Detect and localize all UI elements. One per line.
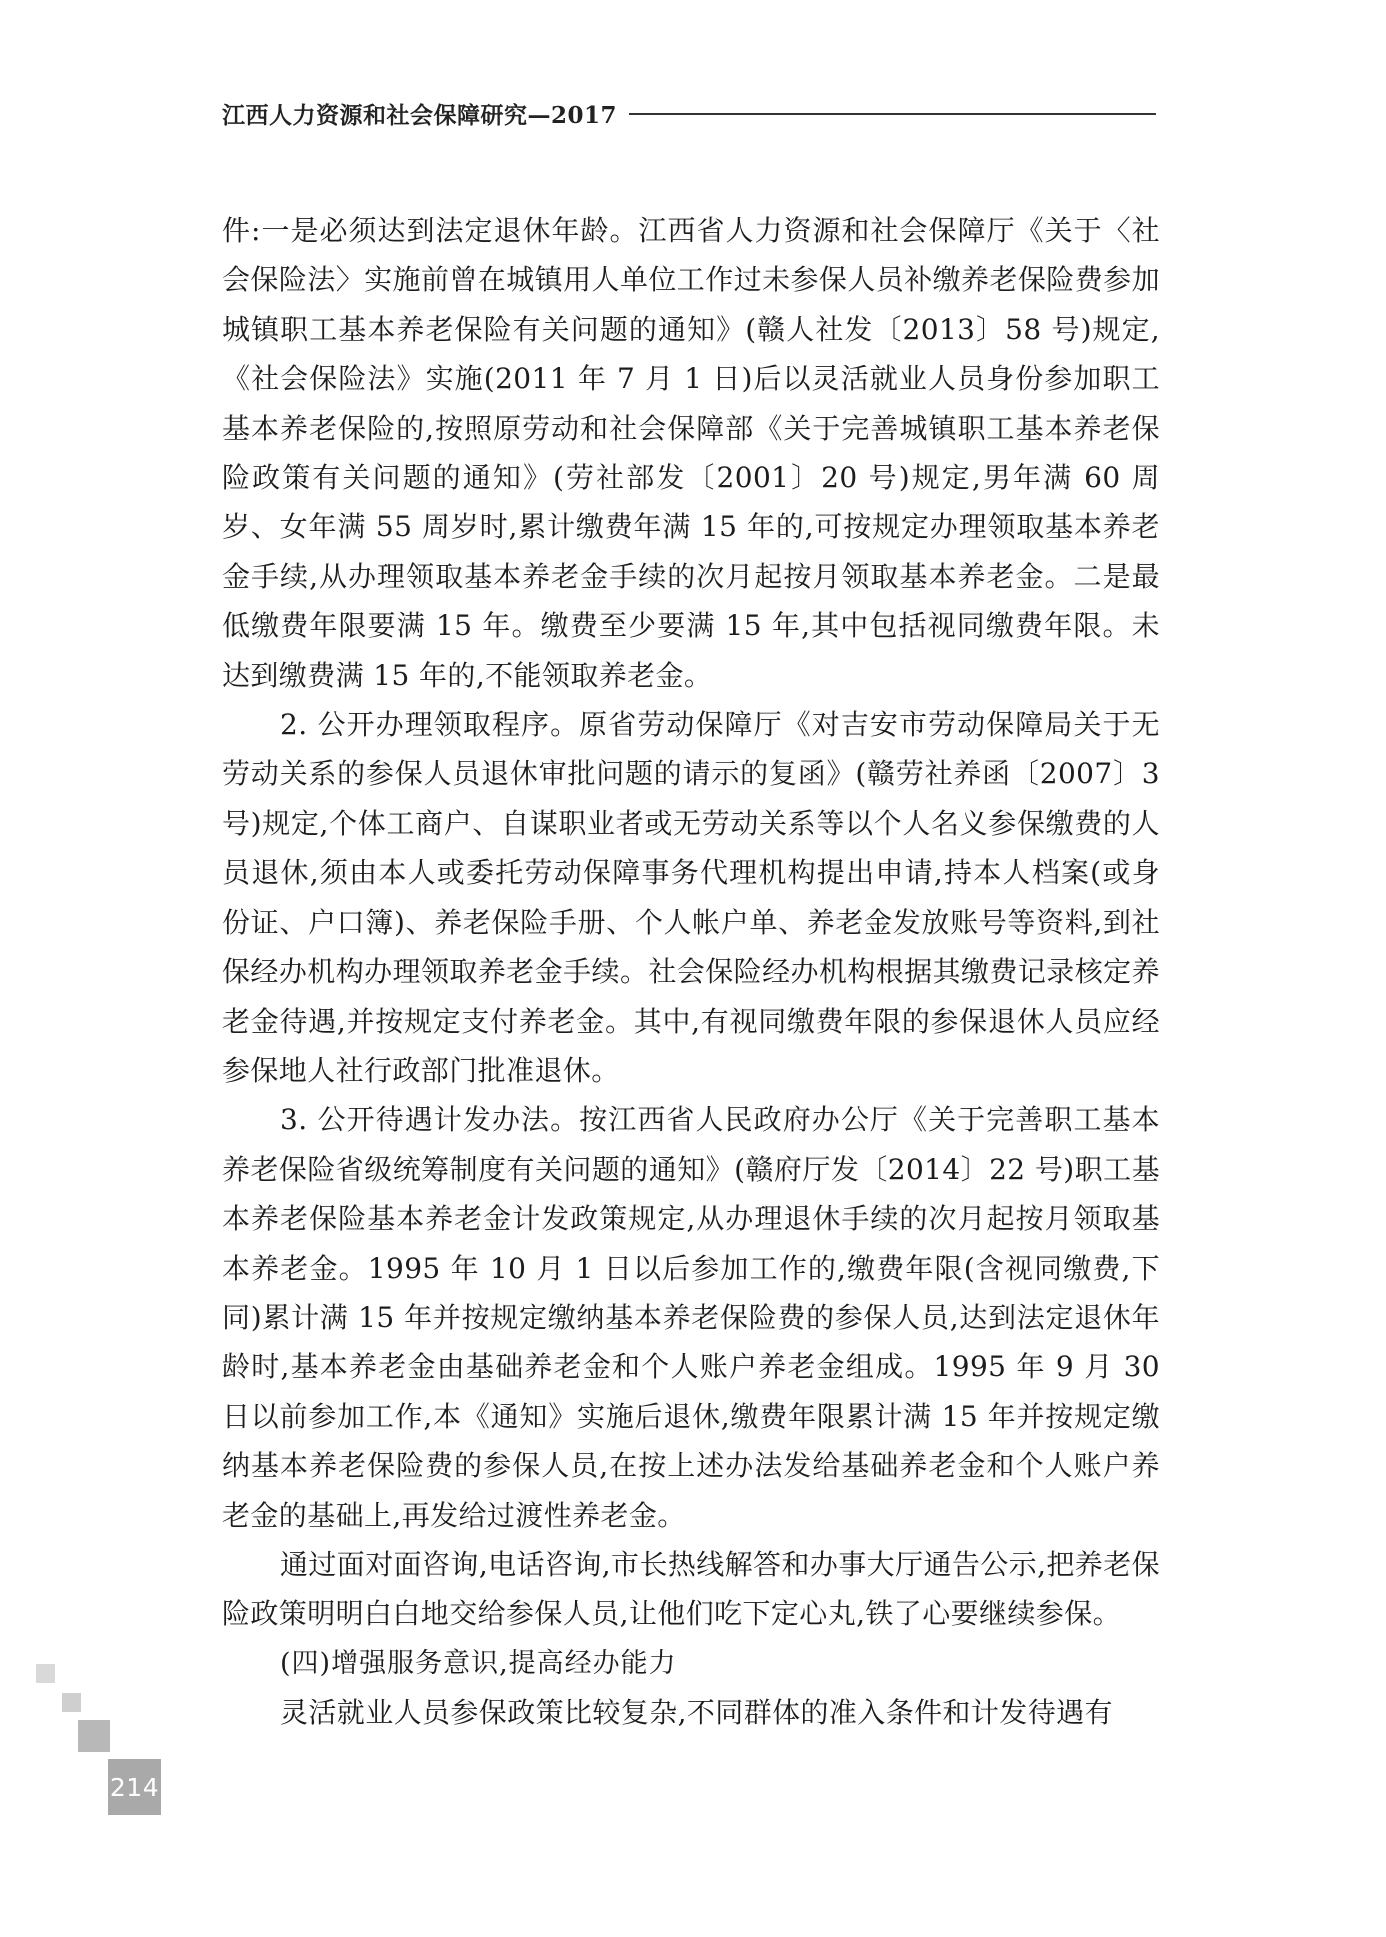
running-header [222,96,1156,130]
page-number: 214 [109,1772,160,1802]
decorative-square [62,1693,81,1712]
page-body [222,206,1160,1738]
paragraph-5: 灵活就业人员参保政策比较复杂,不同群体的准入条件和计发待遇有 [280,1696,1113,1730]
page-number-box [108,1759,161,1815]
section-heading: (四)增强服务意识,提高经办能力 [280,1647,677,1679]
header-rule [629,113,1156,115]
paragraph-4: 通过面对面咨询,电话咨询,市长热线解答和办事大厅通告公示,把养老保险政策明明白白地交给参保人员,让他们吃下定心丸,铁了心要继续参保。 [222,1547,1160,1631]
decorative-square [36,1664,55,1683]
paragraph-3: 3. 公开待遇计发办法。按江西省人民政府办公厅《关于完善职工基本养老保险省级统筹制度有关问题的通知》(赣府厅发〔2014〕22 号)职工基本养老保险基本养老金计发政策规定,从办理退休手续的次月起按月领取基本养老金。1995 年 10 月 1 日以后参加工作的,缴费年限(含视同缴费,下同)累计满 15 年并按规定缴纳基本养老保险费的参保人员,达到法定退休年龄时,基本养老金由基础养老金和个人账户养老金组成。1995 年 9 月 30 日以前参加工作,本《通知》实施后退休,缴费年限累计满 15 年并按规定缴纳基本养老保险费的参保人员,在按上述办法发给基础养老金和个人账户养老金的基础上,再发给过渡性养老金。 [222,1103,1160,1532]
running-header-title: 江西人力资源和社会保障研究—2017 [222,101,618,129]
paragraph-1: 件:一是必须达到法定退休年龄。江西省人力资源和社会保障厅《关于〈社会保险法〉实施前曾在城镇用人单位工作过未参保人员补缴养老保险费参加城镇职工基本养老保险有关问题的通知》(赣人社发〔2013〕58 号)规定,《社会保险法》实施(2011 年 7 月 1 日)后以灵活就业人员身份参加职工基本养老保险的,按照原劳动和社会保障部《关于完善城镇职工基本养老保险政策有关问题的通知》(劳社部发〔2001〕20 号)规定,男年满 60 周岁、女年满 55 周岁时,累计缴费年满 15 年的,可按规定办理领取基本养老金手续,从办理领取基本养老金手续的次月起按月领取基本养老金。二是最低缴费年限要满 15 年。缴费至少要满 15 年,其中包括视同缴费年限。未达到缴费满 15 年的,不能领取养老金。 [222,214,1160,692]
decorative-square [78,1720,110,1752]
paragraph-2: 2. 公开办理领取程序。原省劳动保障厅《对吉安市劳动保障局关于无劳动关系的参保人员退休审批问题的请示的复函》(赣劳社养函〔2007〕3 号)规定,个体工商户、自谋职业者或无劳动关系等以个人名义参保缴费的人员退休,须由本人或委托劳动保障事务代理机构提出申请,持本人档案(或身份证、户口簿)、养老保险手册、个人帐户单、养老金发放账号等资料,到社保经办机构办理领取养老金手续。社会保险经办机构根据其缴费记录核定养老金待遇,并按规定支付养老金。其中,有视同缴费年限的参保退休人员应经参保地人社行政部门批准退休。 [222,708,1160,1087]
